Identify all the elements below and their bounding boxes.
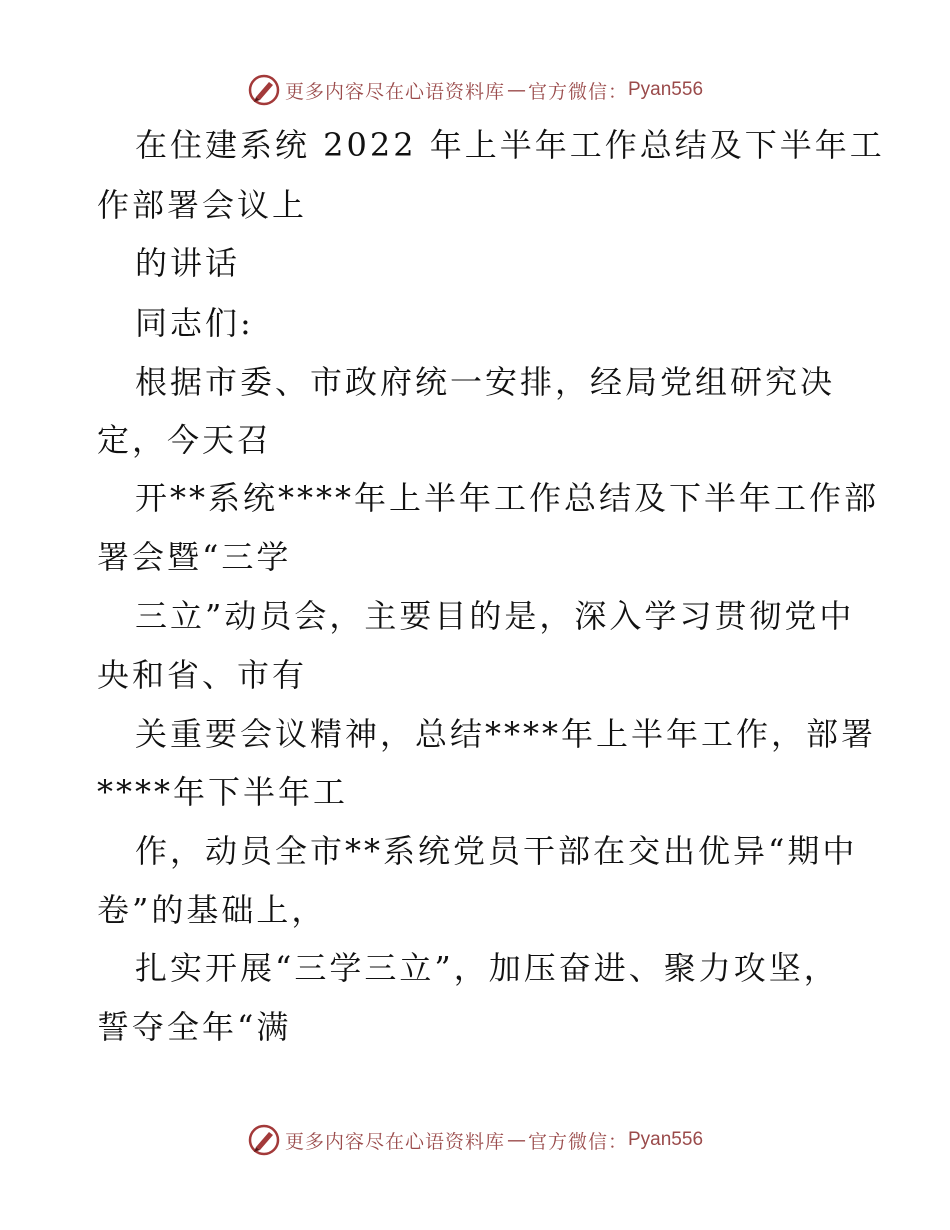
watermark-account: Pyan556	[628, 79, 704, 100]
text-line: 作，动员全市**系统党员干部在交出优异“期中	[135, 832, 858, 870]
watermark-contact-text: 官方微信：	[527, 80, 628, 103]
watermark-dash: —	[506, 79, 526, 101]
text-line: 同志们:	[135, 304, 254, 342]
text-line: 关重要会议精神，总结****年上半年工作，部署	[135, 715, 877, 753]
watermark-contact-text: 官方微信：	[527, 1130, 628, 1153]
text-line: 在住建系统 2022 年上半年工作总结及下半年工	[135, 126, 885, 164]
text-line: 根据市委、市政府统一安排，经局党组研究决	[135, 363, 836, 401]
footer-watermark	[0, 1120, 950, 1160]
header-watermark	[0, 70, 950, 110]
text-line: 的讲话	[135, 244, 241, 282]
pen-logo-icon	[247, 73, 281, 107]
text-line: 三立”动员会，主要目的是，深入学习贯彻党中	[135, 597, 855, 635]
text-line: ****年下半年工	[97, 773, 349, 811]
watermark-dash: —	[506, 1129, 526, 1151]
text-line: 誓夺全年“满	[97, 1008, 292, 1046]
text-line: 作部署会议上	[97, 186, 308, 224]
text-line: 开**系统****年上半年工作总结及下半年工作部	[135, 479, 880, 517]
text-line: 扎实开展“三学三立”，加压奋进、聚力攻坚，	[135, 949, 839, 987]
watermark-site-text: 更多内容尽在心语资料库	[284, 80, 505, 103]
text-line: 卷”的基础上，	[97, 891, 327, 929]
text-line: 央和省、市有	[97, 656, 308, 694]
pen-logo-icon	[247, 1123, 281, 1157]
watermark-account: Pyan556	[628, 1129, 704, 1150]
text-line: 定，今天召	[97, 421, 273, 459]
text-line: 署会暨“三学	[97, 538, 292, 576]
watermark-site-text: 更多内容尽在心语资料库	[284, 1130, 505, 1153]
